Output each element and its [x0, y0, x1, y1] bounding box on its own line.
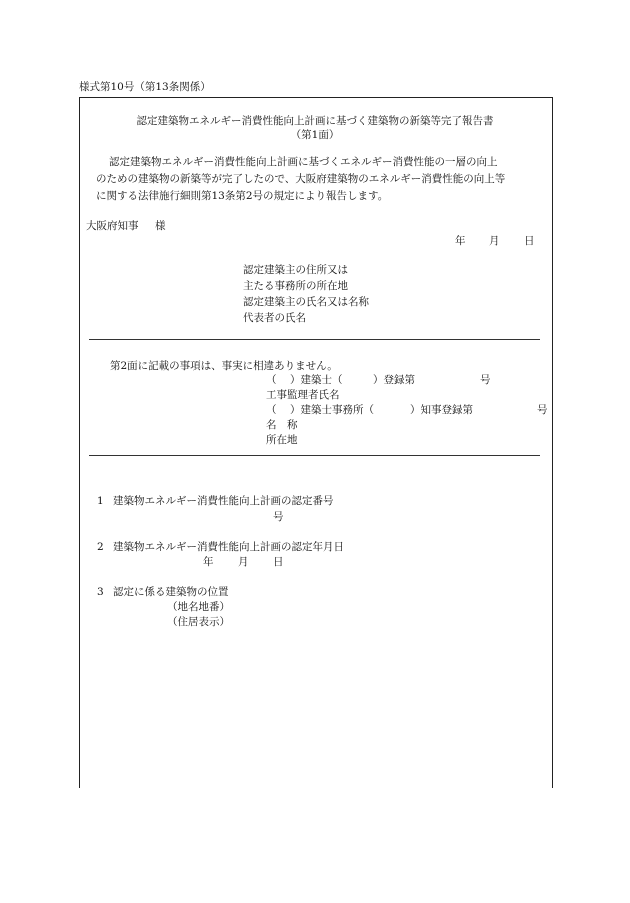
form-id: 様式第10号（第13条関係）	[79, 81, 211, 93]
architect-open-paren: （	[266, 374, 277, 386]
supervisor-name-label: 工事監理者氏名	[266, 389, 340, 401]
office-location-label: 所在地	[266, 434, 298, 446]
intro-line-2: のための建築物の新築等が完了したので、大阪府建築物のエネルギー消費性能の向上等	[96, 173, 506, 185]
divider-1	[89, 339, 540, 340]
item-2-year: 年	[203, 556, 214, 568]
item-3-number: 3	[97, 586, 104, 598]
divider-2	[89, 455, 540, 456]
office-number-suffix: 号	[537, 404, 548, 416]
representative-label: 代表者の氏名	[243, 312, 306, 324]
office-open-paren: （	[266, 404, 277, 416]
item-1-value-suffix: 号	[273, 511, 284, 523]
item-3-lot-label: （地名地番）	[167, 601, 230, 613]
architect-registration-label: ）登録第	[373, 374, 415, 386]
office-registration-label: ）知事登録第	[410, 404, 473, 416]
date-day: 日	[524, 235, 535, 247]
date-month: 月	[489, 235, 500, 247]
date-year: 年	[455, 235, 466, 247]
item-2-label: 建築物エネルギー消費性能向上計画の認定年月日	[113, 541, 344, 553]
supervisor-statement: 第2面に記載の事項は、事実に相違ありません。	[110, 360, 338, 372]
recipient-name: 大阪府知事	[86, 220, 139, 232]
item-2-day: 日	[273, 556, 284, 568]
architect-grade-label: ）建築士（	[290, 374, 343, 386]
office-name-label: 名 称	[266, 419, 298, 431]
item-2-number: 2	[97, 541, 104, 553]
page-label: （第1面）	[290, 129, 340, 141]
item-3-label: 認定に係る建築物の位置	[113, 586, 229, 598]
item-2-month: 月	[238, 556, 249, 568]
item-1-number: 1	[97, 495, 104, 507]
applicant-address-label: 認定建築主の住所又は	[243, 264, 348, 276]
item-3-address-label: （住居表示）	[167, 616, 230, 628]
recipient-honorific: 様	[155, 220, 166, 232]
applicant-office-label: 主たる事務所の所在地	[243, 280, 348, 292]
item-1-label: 建築物エネルギー消費性能向上計画の認定番号	[113, 495, 334, 507]
intro-line-1: 認定建築物エネルギー消費性能向上計画に基づくエネルギー消費性能の一層の向上	[109, 156, 498, 168]
office-grade-label: ）建築士事務所（	[290, 404, 374, 416]
architect-number-suffix: 号	[480, 374, 491, 386]
intro-line-3: に関する法律施行細則第13条第2号の規定により報告します。	[96, 190, 389, 202]
applicant-name-label: 認定建築主の氏名又は名称	[243, 296, 369, 308]
form-title: 認定建築物エネルギー消費性能向上計画に基づく建築物の新築等完了報告書	[136, 115, 494, 127]
